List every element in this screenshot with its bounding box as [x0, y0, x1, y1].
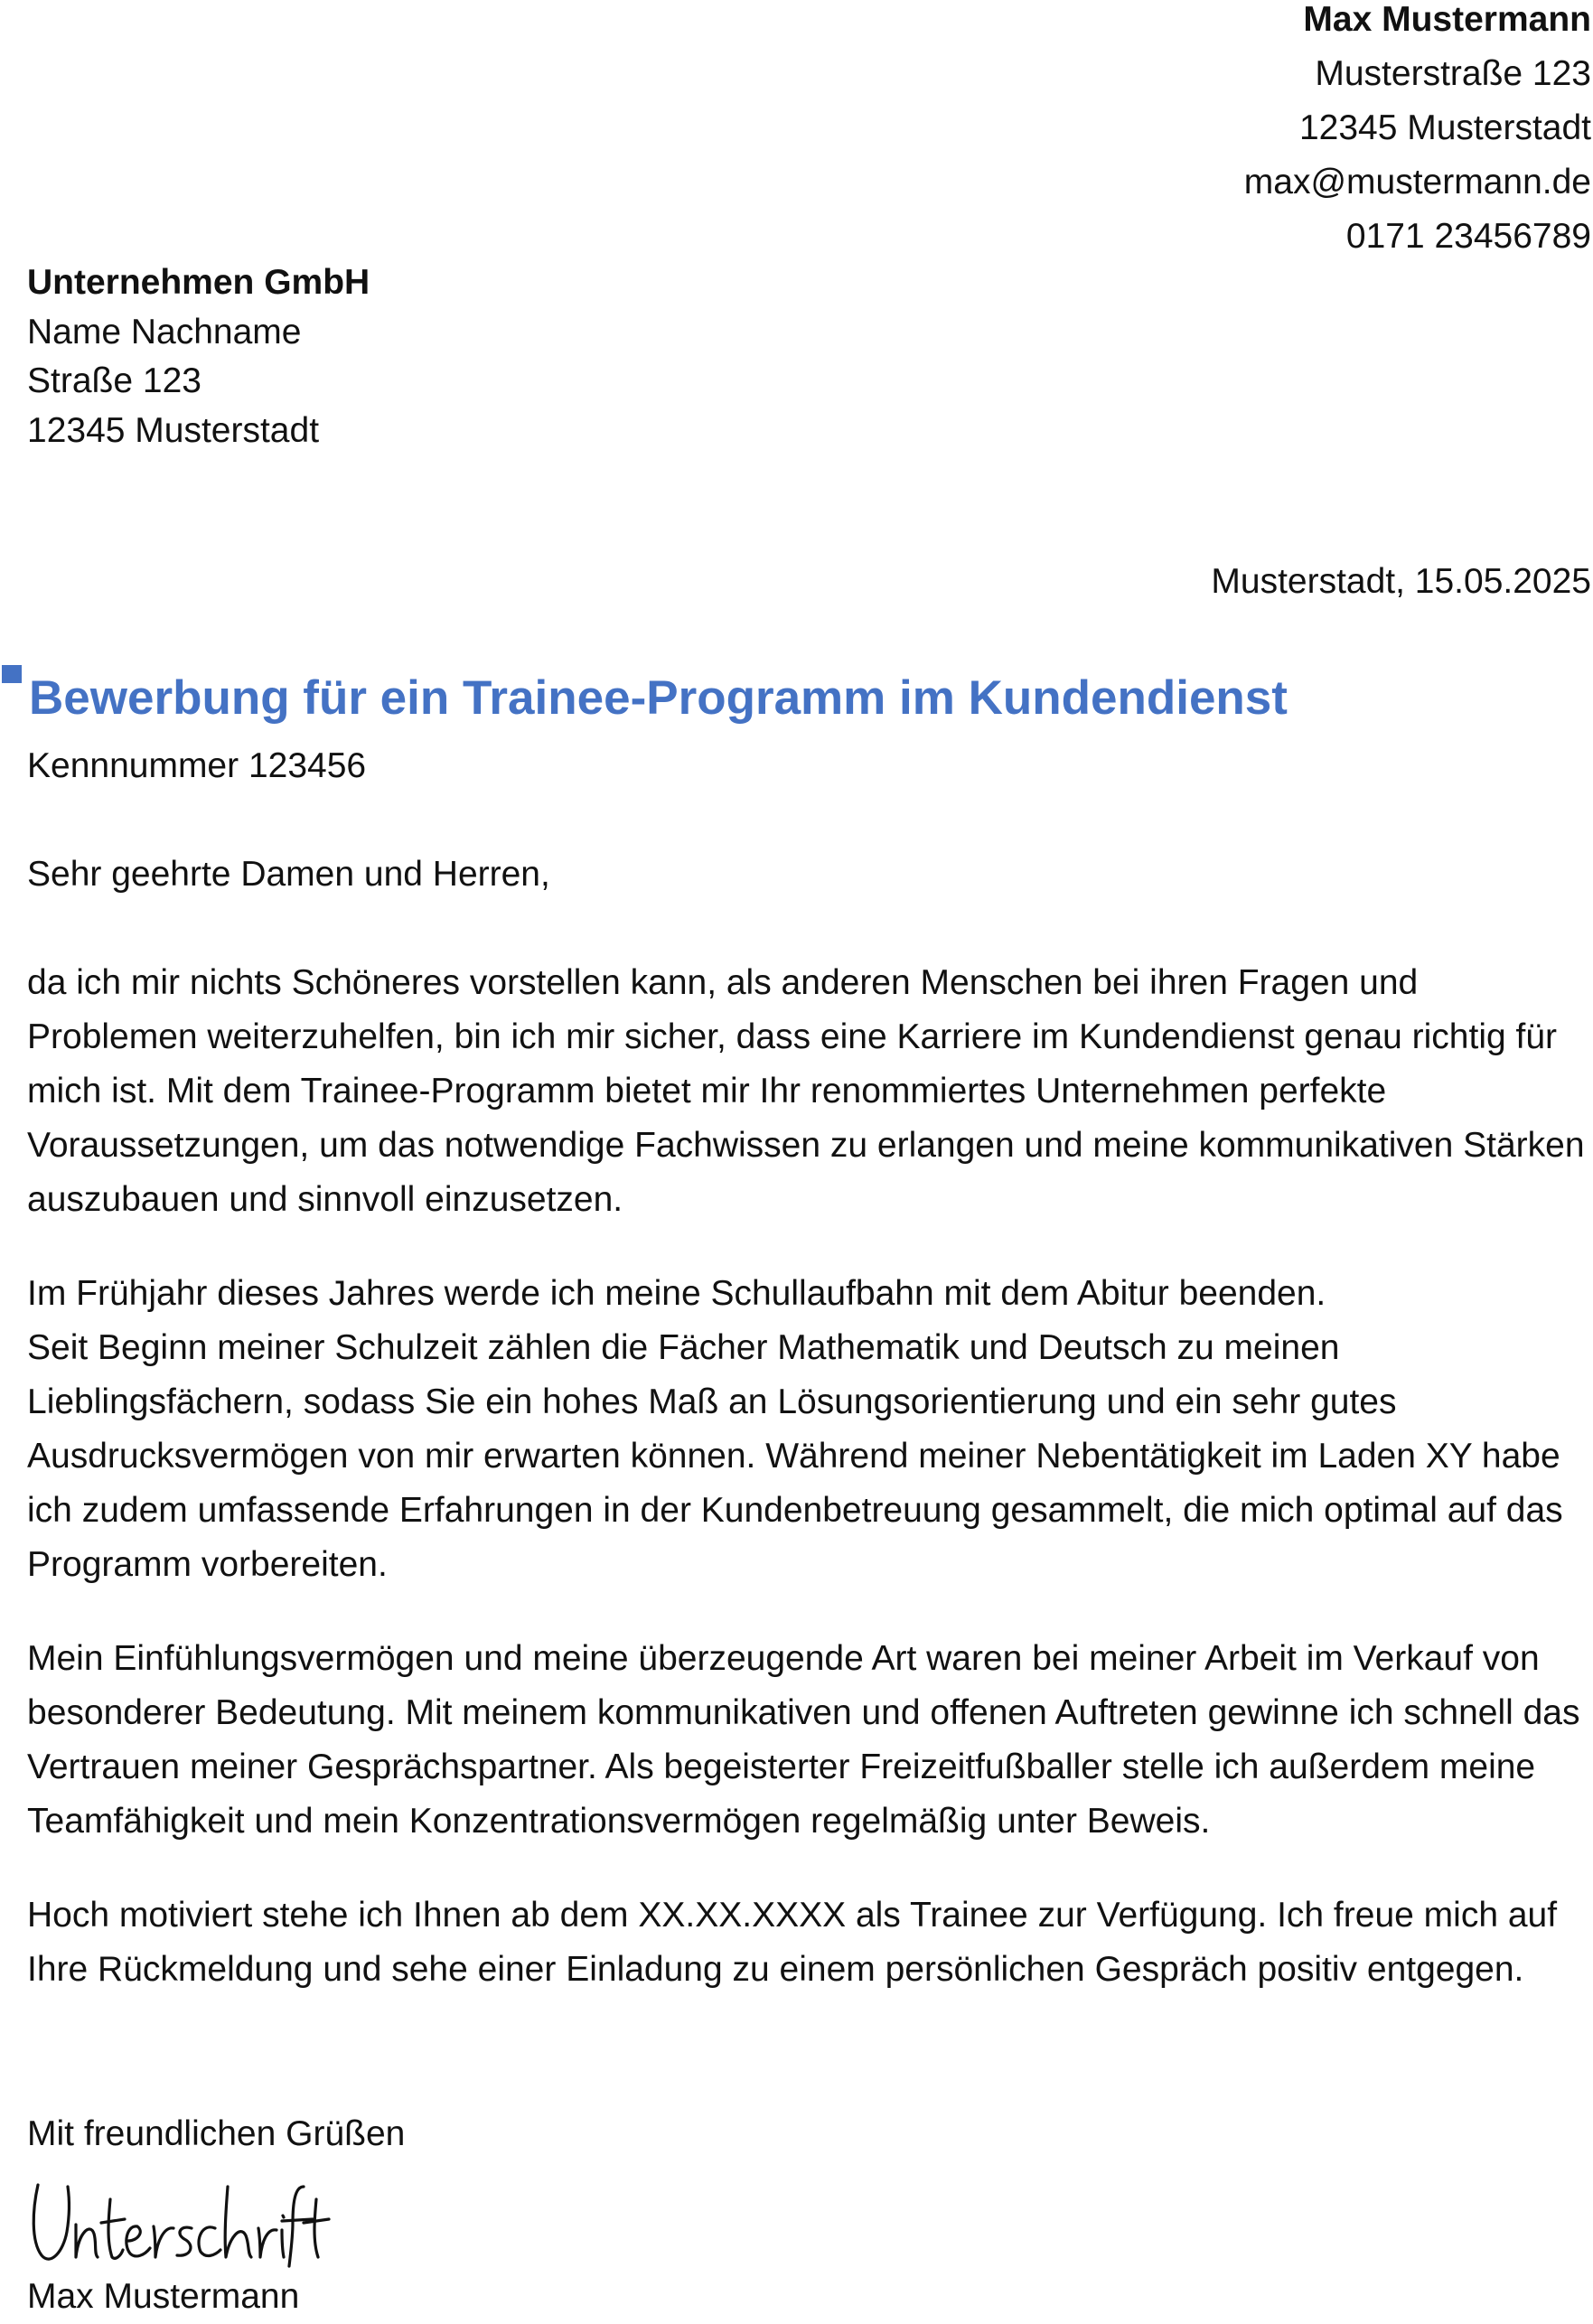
subject-heading: Bewerbung für ein Trainee-Programm im Kundendienst	[29, 671, 1288, 725]
handwritten-signature	[27, 2169, 334, 2268]
closing-phrase: Mit freundlichen Grüßen	[27, 2114, 406, 2153]
paragraph-education-rest: Seit Beginn meiner Schulzeit zählen die Fächer Mathematik und Deutsch zu meinen Lieblingsfächern, sodass Sie ein hohes Maß an Lösungsorientierung und ein sehr gutes Ausdrucksvermögen von mir erwarten können. Während meiner Nebentätigkeit im Laden XY habe ich zudem umfassende Erfahrungen in der Kundenbetreuung gesammelt, die mich optimal auf das Programm vorbereiten.	[27, 1328, 1563, 1584]
recipient-city: 12345 Musterstadt	[27, 410, 320, 450]
letter-body	[27, 848, 1590, 1997]
paragraph-availability: Hoch motiviert stehe ich Ihnen ab dem XX.XX.XXXX als Trainee zur Verfügung. Ich freue mich auf Ihre Rückmeldung und sehe einer Einladung zu einem persönlichen Gespräch positiv entgegen.	[27, 1896, 1558, 1989]
signature-image	[27, 2169, 334, 2268]
sender-address-block	[1244, 0, 1591, 264]
salutation: Sehr geehrte Damen und Herren,	[27, 855, 550, 894]
paragraph-strengths: Mein Einfühlungsvermögen und meine überzeugende Art waren bei meiner Arbeit im Verkauf von besonderer Bedeutung. Mit meinem kommunikativen und offenen Auftreten gewinne ich schnell das Vertrauen meiner Gesprächspartner. Als begeisterter Freizeitfußballer stelle ich außerdem meine Teamfähigkeit und mein Konzentrationsvermögen regelmäßig unter Beweis.	[27, 1639, 1580, 1841]
paragraph-education	[27, 1267, 1590, 1592]
letter-date: Musterstadt, 15.05.2025	[1211, 562, 1591, 601]
sender-street: Musterstraße 123	[1315, 54, 1591, 93]
recipient-contact: Name Nachname	[27, 312, 302, 351]
heading-marker-icon	[2, 665, 22, 683]
recipient-street: Straße 123	[27, 361, 201, 400]
signer-name: Max Mustermann	[27, 2277, 300, 2316]
paragraph-motivation: da ich mir nichts Schöneres vorstellen kann, als anderen Menschen bei ihren Fragen und Problemen weiterzuhelfen, bin ich mir sicher, dass eine Karriere im Kundendienst genau richtig für mich ist. Mit dem Trainee-Programm bietet mir Ihr renommiertes Unternehmen perfekte Voraussetzungen, um das notwendige Fachwissen zu erlangen und meine kommunikativen Stärken auszubauen und sinnvoll einzusetzen.	[27, 963, 1585, 1219]
sender-name: Max Mustermann	[1303, 0, 1591, 39]
sender-phone: 0171 23456789	[1345, 217, 1591, 256]
recipient-company: Unternehmen GmbH	[27, 263, 370, 302]
paragraph-education-first-line: Im Frühjahr dieses Jahres werde ich meine Schullaufbahn mit dem Abitur beenden.	[27, 1274, 1326, 1313]
recipient-address-block	[27, 258, 370, 455]
sender-city: 12345 Musterstadt	[1298, 108, 1591, 147]
sender-email: max@mustermann.de	[1243, 163, 1591, 201]
reference-number: Kennnummer 123456	[27, 746, 367, 785]
